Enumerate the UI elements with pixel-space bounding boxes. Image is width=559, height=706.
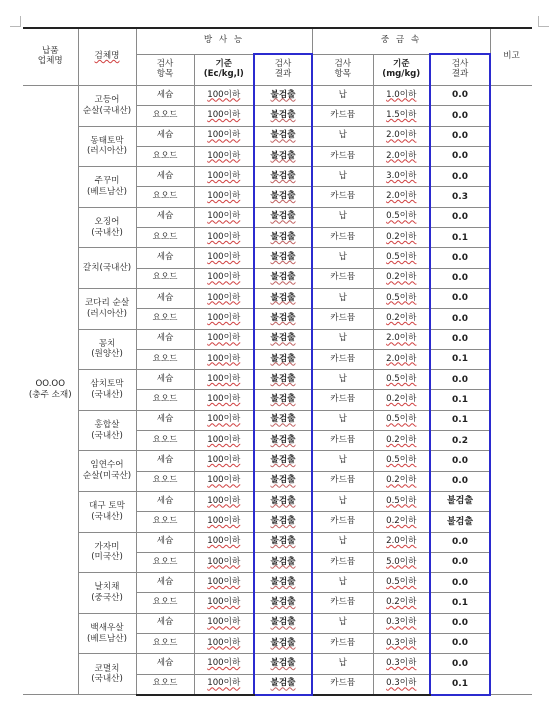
result-header-metal: 검사 결과 xyxy=(430,54,490,86)
metal-result-cell: 0.0 xyxy=(430,471,490,491)
metal-standard-cell: 2.0이하 xyxy=(373,187,430,207)
metal-result-cell: 0.0 xyxy=(430,207,490,227)
radio-result-cell: 불검출 xyxy=(254,329,312,349)
standard-header-radio: 기준 (Ec/kg,l) xyxy=(194,54,254,86)
metal-item-cell: 카드뮴 xyxy=(312,187,373,207)
radio-result-cell: 불검출 xyxy=(254,86,312,106)
radio-standard-cell: 100이하 xyxy=(194,86,254,106)
table-row xyxy=(23,126,532,146)
metal-standard-cell: 5.0이하 xyxy=(373,552,430,572)
radio-standard-cell: 100이하 xyxy=(194,370,254,390)
metal-result-cell: 0.0 xyxy=(430,309,490,329)
radio-item-cell: 요오드 xyxy=(136,593,194,613)
radio-standard-cell: 100이하 xyxy=(194,349,254,369)
radio-standard-cell: 100이하 xyxy=(194,248,254,268)
table-row xyxy=(23,573,532,593)
product-name-cell: 날치채 (중국산) xyxy=(78,573,136,614)
metal-item-cell: 카드뮴 xyxy=(312,228,373,248)
metal-standard-cell: 0.2이하 xyxy=(373,390,430,410)
product-name-cell: 임연수어 순살(미국산) xyxy=(78,451,136,492)
metal-standard-cell: 0.2이하 xyxy=(373,512,430,532)
radio-result-cell: 불검출 xyxy=(254,370,312,390)
radio-result-cell: 불검출 xyxy=(254,146,312,166)
table-row xyxy=(23,613,532,633)
metal-standard-cell: 1.5이하 xyxy=(373,106,430,126)
metal-item-cell: 카드뮴 xyxy=(312,512,373,532)
metal-result-cell: 0.0 xyxy=(430,451,490,471)
page-corner-mark-right xyxy=(538,16,549,27)
radio-standard-cell: 100이하 xyxy=(194,146,254,166)
radio-standard-cell: 100이하 xyxy=(194,552,254,572)
radio-item-cell: 세슘 xyxy=(136,126,194,146)
metal-item-cell: 카드뮴 xyxy=(312,349,373,369)
product-name-cell: 갈치(국내산) xyxy=(78,248,136,289)
radio-item-cell: 요오드 xyxy=(136,228,194,248)
metal-standard-cell: 0.2이하 xyxy=(373,268,430,288)
radio-standard-cell: 100이하 xyxy=(194,410,254,430)
radio-result-cell: 불검출 xyxy=(254,451,312,471)
radio-standard-cell: 100이하 xyxy=(194,634,254,654)
radio-result-cell: 불검출 xyxy=(254,309,312,329)
radio-result-cell: 불검출 xyxy=(254,268,312,288)
radio-item-cell: 세슘 xyxy=(136,86,194,106)
table-row xyxy=(23,167,532,187)
metal-item-cell: 카드뮴 xyxy=(312,593,373,613)
product-name-cell: 백새우살 (베트남산) xyxy=(78,613,136,654)
metal-standard-cell: 0.5이하 xyxy=(373,451,430,471)
radio-standard-cell: 100이하 xyxy=(194,431,254,451)
radioactivity-group-header: 방 사 능 xyxy=(136,28,312,54)
metal-standard-cell: 0.5이하 xyxy=(373,207,430,227)
heavy-metal-group-header: 중 금 속 xyxy=(312,28,490,54)
inspection-results-table xyxy=(23,27,532,696)
table-row xyxy=(23,288,532,308)
metal-result-cell: 0.0 xyxy=(430,248,490,268)
metal-standard-cell: 0.5이하 xyxy=(373,410,430,430)
radio-result-cell: 불검출 xyxy=(254,512,312,532)
metal-item-cell: 카드뮴 xyxy=(312,146,373,166)
metal-item-cell: 카드뮴 xyxy=(312,634,373,654)
metal-item-cell: 카드뮴 xyxy=(312,471,373,491)
radio-result-cell: 불검출 xyxy=(254,634,312,654)
radio-item-cell: 세슘 xyxy=(136,491,194,511)
radio-item-cell: 요오드 xyxy=(136,309,194,329)
table-row xyxy=(23,410,532,430)
metal-standard-cell: 0.2이하 xyxy=(373,228,430,248)
radio-item-cell: 세슘 xyxy=(136,532,194,552)
product-name-cell: 홍합살 (국내산) xyxy=(78,410,136,451)
radio-result-cell: 불검출 xyxy=(254,491,312,511)
table-row xyxy=(23,248,532,268)
metal-result-cell: 0.3 xyxy=(430,187,490,207)
metal-result-cell: 0.0 xyxy=(430,613,490,633)
radio-result-cell: 불검출 xyxy=(254,471,312,491)
radio-result-cell: 불검출 xyxy=(254,390,312,410)
metal-standard-cell: 0.2이하 xyxy=(373,593,430,613)
radio-result-cell: 불검출 xyxy=(254,288,312,308)
radio-standard-cell: 100이하 xyxy=(194,451,254,471)
radio-standard-cell: 100이하 xyxy=(194,613,254,633)
metal-result-cell: 0.1 xyxy=(430,593,490,613)
metal-standard-cell: 0.3이하 xyxy=(373,674,430,695)
metal-standard-cell: 0.3이하 xyxy=(373,634,430,654)
table-row xyxy=(23,451,532,471)
metal-result-cell: 0.0 xyxy=(430,634,490,654)
metal-standard-cell: 2.0이하 xyxy=(373,329,430,349)
radio-item-cell: 세슘 xyxy=(136,410,194,430)
metal-result-cell: 0.1 xyxy=(430,410,490,430)
metal-standard-cell: 2.0이하 xyxy=(373,146,430,166)
metal-standard-cell: 0.2이하 xyxy=(373,431,430,451)
radio-item-cell: 세슘 xyxy=(136,613,194,633)
company-header: 납품 업체명 xyxy=(23,28,78,86)
metal-result-cell: 0.1 xyxy=(430,228,490,248)
radio-item-cell: 세슘 xyxy=(136,329,194,349)
metal-item-cell: 납 xyxy=(312,410,373,430)
metal-item-cell: 카드뮴 xyxy=(312,106,373,126)
metal-item-cell: 납 xyxy=(312,573,373,593)
table-row xyxy=(23,329,532,349)
metal-result-cell: 0.2 xyxy=(430,431,490,451)
radio-result-cell: 불검출 xyxy=(254,167,312,187)
product-name-cell: 가자미 (미국산) xyxy=(78,532,136,573)
table-row xyxy=(23,86,532,106)
metal-item-cell: 납 xyxy=(312,654,373,674)
radio-item-cell: 세슘 xyxy=(136,167,194,187)
standard-header-metal: 기준 (mg/kg) xyxy=(373,54,430,86)
product-name-cell: 삼치토막 (국내산) xyxy=(78,370,136,411)
radio-standard-cell: 100이하 xyxy=(194,390,254,410)
radio-item-cell: 요오드 xyxy=(136,349,194,369)
metal-item-cell: 카드뮴 xyxy=(312,268,373,288)
metal-result-cell: 0.0 xyxy=(430,167,490,187)
radio-item-cell: 세슘 xyxy=(136,451,194,471)
radio-standard-cell: 100이하 xyxy=(194,106,254,126)
note-header: 비고 xyxy=(490,28,532,86)
table-row xyxy=(23,207,532,227)
item-header-radio: 검사 항목 xyxy=(136,54,194,86)
product-name-cell: 코다리 순살 (러시아산) xyxy=(78,288,136,329)
product-header: 검체명 xyxy=(78,28,136,86)
metal-standard-cell: 2.0이하 xyxy=(373,126,430,146)
radio-result-cell: 불검출 xyxy=(254,207,312,227)
radio-item-cell: 요오드 xyxy=(136,146,194,166)
metal-item-cell: 납 xyxy=(312,167,373,187)
radio-result-cell: 불검출 xyxy=(254,410,312,430)
product-name-cell: 오징어 (국내산) xyxy=(78,207,136,248)
metal-result-cell: 0.0 xyxy=(430,370,490,390)
metal-result-cell: 0.0 xyxy=(430,86,490,106)
radio-result-cell: 불검출 xyxy=(254,654,312,674)
metal-standard-cell: 0.5이하 xyxy=(373,573,430,593)
product-name-cell: 주꾸미 (베트남산) xyxy=(78,167,136,208)
product-name-cell: 코멸치 (국내산) xyxy=(78,654,136,695)
metal-item-cell: 납 xyxy=(312,613,373,633)
radio-result-cell: 불검출 xyxy=(254,674,312,695)
metal-result-cell: 0.0 xyxy=(430,146,490,166)
metal-result-cell: 0.0 xyxy=(430,573,490,593)
metal-result-cell: 0.0 xyxy=(430,288,490,308)
item-header-metal: 검사 항목 xyxy=(312,54,373,86)
radio-item-cell: 요오드 xyxy=(136,390,194,410)
metal-item-cell: 납 xyxy=(312,126,373,146)
metal-item-cell: 납 xyxy=(312,329,373,349)
table-row xyxy=(23,370,532,390)
radio-item-cell: 세슘 xyxy=(136,370,194,390)
metal-standard-cell: 1.0이하 xyxy=(373,86,430,106)
radio-item-cell: 세슘 xyxy=(136,248,194,268)
radio-item-cell: 요오드 xyxy=(136,674,194,695)
radio-result-cell: 불검출 xyxy=(254,431,312,451)
radio-item-cell: 요오드 xyxy=(136,471,194,491)
product-name-cell: 동태토막 (러시아산) xyxy=(78,126,136,167)
radio-standard-cell: 100이하 xyxy=(194,288,254,308)
radio-standard-cell: 100이하 xyxy=(194,309,254,329)
metal-item-cell: 카드뮴 xyxy=(312,674,373,695)
radio-item-cell: 요오드 xyxy=(136,552,194,572)
metal-standard-cell: 0.3이하 xyxy=(373,613,430,633)
table-row xyxy=(23,654,532,674)
metal-standard-cell: 0.5이하 xyxy=(373,491,430,511)
radio-result-cell: 불검출 xyxy=(254,573,312,593)
radio-item-cell: 요오드 xyxy=(136,106,194,126)
radio-result-cell: 불검출 xyxy=(254,187,312,207)
radio-result-cell: 불검출 xyxy=(254,552,312,572)
metal-result-cell: 불검출 xyxy=(430,491,490,511)
metal-item-cell: 카드뮴 xyxy=(312,431,373,451)
radio-item-cell: 요오드 xyxy=(136,634,194,654)
radio-result-cell: 불검출 xyxy=(254,593,312,613)
radio-standard-cell: 100이하 xyxy=(194,593,254,613)
radio-result-cell: 불검출 xyxy=(254,613,312,633)
radio-item-cell: 요오드 xyxy=(136,187,194,207)
metal-standard-cell: 2.0이하 xyxy=(373,532,430,552)
metal-result-cell: 0.0 xyxy=(430,126,490,146)
metal-item-cell: 납 xyxy=(312,491,373,511)
metal-item-cell: 납 xyxy=(312,532,373,552)
metal-result-cell: 0.0 xyxy=(430,654,490,674)
radio-standard-cell: 100이하 xyxy=(194,471,254,491)
radio-standard-cell: 100이하 xyxy=(194,674,254,695)
metal-result-cell: 0.0 xyxy=(430,532,490,552)
result-header-radio: 검사 결과 xyxy=(254,54,312,86)
product-name-cell: 고등어 순살(국내산) xyxy=(78,86,136,127)
radio-item-cell: 세슘 xyxy=(136,288,194,308)
metal-item-cell: 카드뮴 xyxy=(312,390,373,410)
metal-result-cell: 0.0 xyxy=(430,106,490,126)
metal-item-cell: 납 xyxy=(312,207,373,227)
metal-standard-cell: 0.2이하 xyxy=(373,471,430,491)
metal-standard-cell: 2.0이하 xyxy=(373,349,430,369)
radio-item-cell: 요오드 xyxy=(136,431,194,451)
note-cell xyxy=(490,86,532,695)
radio-standard-cell: 100이하 xyxy=(194,228,254,248)
metal-standard-cell: 0.2이하 xyxy=(373,309,430,329)
radio-item-cell: 세슘 xyxy=(136,573,194,593)
radio-item-cell: 세슘 xyxy=(136,207,194,227)
metal-item-cell: 납 xyxy=(312,86,373,106)
metal-result-cell: 0.0 xyxy=(430,552,490,572)
metal-standard-cell: 0.5이하 xyxy=(373,288,430,308)
metal-item-cell: 카드뮴 xyxy=(312,552,373,572)
metal-result-cell: 불검출 xyxy=(430,512,490,532)
metal-result-cell: 0.1 xyxy=(430,349,490,369)
metal-standard-cell: 0.5이하 xyxy=(373,248,430,268)
radio-result-cell: 불검출 xyxy=(254,248,312,268)
table-row xyxy=(23,532,532,552)
product-name-cell: 꽁치 (원양산) xyxy=(78,329,136,370)
metal-standard-cell: 0.3이하 xyxy=(373,654,430,674)
radio-standard-cell: 100이하 xyxy=(194,512,254,532)
radio-result-cell: 불검출 xyxy=(254,532,312,552)
radio-standard-cell: 100이하 xyxy=(194,268,254,288)
radio-item-cell: 세슘 xyxy=(136,654,194,674)
company-name-cell: OO.OO (충주 소재) xyxy=(23,86,78,695)
radio-result-cell: 불검출 xyxy=(254,349,312,369)
radio-standard-cell: 100이하 xyxy=(194,187,254,207)
radio-standard-cell: 100이하 xyxy=(194,167,254,187)
metal-item-cell: 납 xyxy=(312,288,373,308)
metal-result-cell: 0.1 xyxy=(430,390,490,410)
radio-result-cell: 불검출 xyxy=(254,126,312,146)
radio-result-cell: 불검출 xyxy=(254,228,312,248)
radio-item-cell: 요오드 xyxy=(136,512,194,532)
radio-standard-cell: 100이하 xyxy=(194,126,254,146)
radio-item-cell: 요오드 xyxy=(136,268,194,288)
metal-item-cell: 납 xyxy=(312,370,373,390)
metal-item-cell: 납 xyxy=(312,248,373,268)
radio-standard-cell: 100이하 xyxy=(194,573,254,593)
product-name-cell: 대구 토막 (국내산) xyxy=(78,491,136,532)
radio-standard-cell: 100이하 xyxy=(194,207,254,227)
metal-item-cell: 카드뮴 xyxy=(312,309,373,329)
metal-result-cell: 0.0 xyxy=(430,268,490,288)
metal-standard-cell: 3.0이하 xyxy=(373,167,430,187)
metal-standard-cell: 0.5이하 xyxy=(373,370,430,390)
radio-standard-cell: 100이하 xyxy=(194,532,254,552)
page-corner-mark-left xyxy=(10,16,21,27)
radio-standard-cell: 100이하 xyxy=(194,491,254,511)
radio-standard-cell: 100이하 xyxy=(194,654,254,674)
metal-result-cell: 0.0 xyxy=(430,329,490,349)
radio-result-cell: 불검출 xyxy=(254,106,312,126)
radio-standard-cell: 100이하 xyxy=(194,329,254,349)
metal-item-cell: 납 xyxy=(312,451,373,471)
table-row xyxy=(23,491,532,511)
metal-result-cell: 0.1 xyxy=(430,674,490,695)
